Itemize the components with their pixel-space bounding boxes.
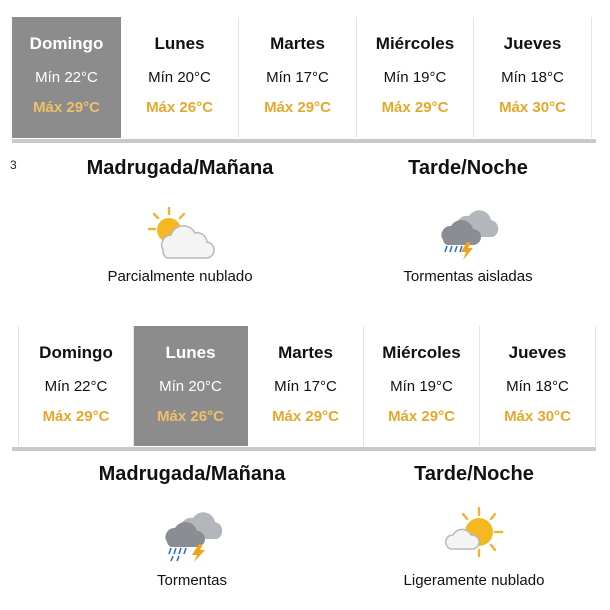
period-title: Tarde/Noche: [414, 463, 534, 485]
max-temp: Máx 26°C: [157, 408, 224, 425]
period-morning-1: [60, 156, 300, 286]
max-temp: Máx 29°C: [42, 408, 110, 425]
storms-icon: [157, 506, 227, 562]
period-morning-2: [72, 462, 312, 590]
period-evening-2: [354, 462, 594, 590]
max-temp: Máx 29°C: [388, 408, 455, 425]
period-condition: Parcialmente nublado: [107, 268, 253, 285]
min-temp: Mín 17°C: [266, 69, 329, 86]
min-temp: Mín 17°C: [274, 378, 337, 395]
day-name: Domingo: [29, 34, 104, 53]
max-temp: Máx 29°C: [381, 99, 449, 116]
day-tab-lunes[interactable]: [134, 326, 248, 446]
isolated-storms-icon: [433, 204, 503, 260]
day-name: Lunes: [154, 34, 205, 53]
max-temp: Máx 26°C: [146, 99, 213, 116]
min-temp: Mín 20°C: [159, 378, 222, 395]
min-temp: Mín 22°C: [44, 378, 108, 395]
period-title: Madrugada/Mañana: [86, 157, 274, 179]
slightly-cloudy-icon: [439, 506, 509, 562]
day-tab-lunes[interactable]: [121, 17, 239, 138]
day-tabs-2: [18, 326, 596, 446]
max-temp: Máx 30°C: [504, 408, 571, 425]
min-temp: Mín 18°C: [501, 69, 564, 86]
divider: [12, 139, 596, 143]
period-condition: Tormentas: [156, 572, 228, 589]
period-title: Madrugada/Mañana: [98, 463, 286, 485]
partly-cloudy-icon: [145, 204, 215, 260]
day-tab-jueves[interactable]: [474, 17, 592, 138]
max-temp: Máx 29°C: [264, 99, 331, 116]
day-tab-miercoles[interactable]: [364, 326, 480, 446]
day-name: Jueves: [508, 343, 567, 362]
day-tabs-1: [12, 17, 596, 138]
period-condition: Ligeramente nublado: [403, 572, 545, 589]
period-evening-1: [348, 156, 588, 286]
day-name: Lunes: [165, 343, 216, 362]
min-temp: Mín 20°C: [148, 69, 211, 86]
day-tab-domingo[interactable]: [18, 326, 134, 446]
day-tab-miercoles[interactable]: [357, 17, 474, 138]
min-temp: Mín 19°C: [383, 69, 447, 86]
period-condition: Tormentas aisladas: [403, 268, 533, 285]
day-tab-martes[interactable]: [239, 17, 357, 138]
day-tab-domingo[interactable]: [12, 17, 121, 138]
max-temp: Máx 29°C: [33, 99, 100, 116]
day-name: Miércoles: [382, 343, 461, 362]
day-name: Martes: [270, 34, 325, 53]
min-temp: Mín 18°C: [506, 378, 569, 395]
day-name: Martes: [278, 343, 333, 362]
max-temp: Máx 30°C: [499, 99, 566, 116]
period-title: Tarde/Noche: [408, 157, 528, 179]
max-temp: Máx 29°C: [272, 408, 339, 425]
day-name: Jueves: [503, 34, 562, 53]
min-temp: Mín 22°C: [35, 69, 98, 86]
day-name: Miércoles: [375, 34, 455, 53]
day-name: Domingo: [39, 343, 113, 362]
divider: [12, 447, 596, 451]
day-tab-jueves[interactable]: [480, 326, 596, 446]
stray-glyph: 3: [10, 158, 17, 172]
min-temp: Mín 19°C: [390, 378, 453, 395]
day-tab-martes[interactable]: [248, 326, 364, 446]
